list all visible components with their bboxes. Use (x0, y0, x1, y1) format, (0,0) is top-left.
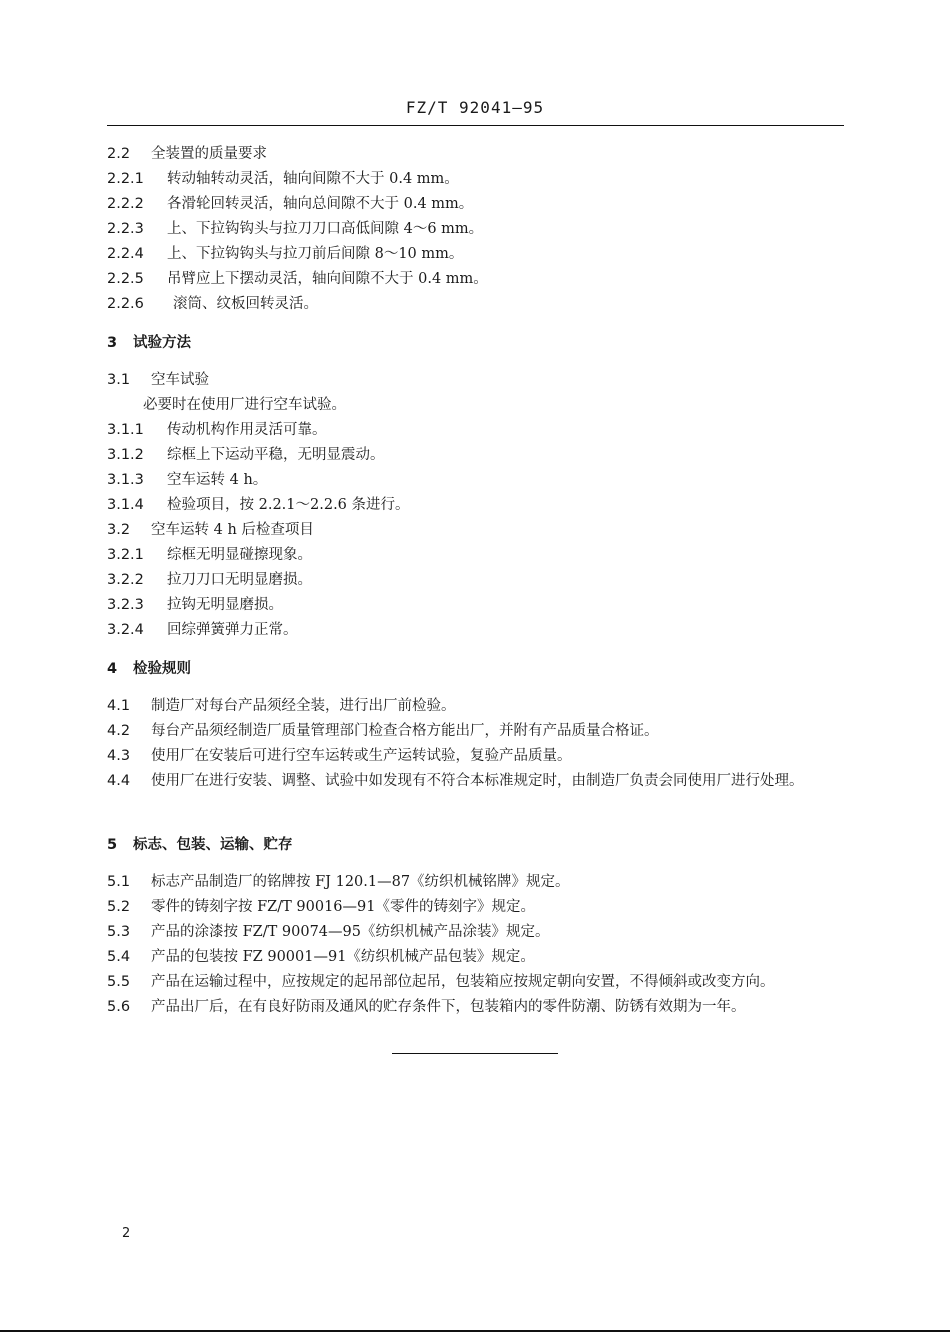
clause-text: 综框无明显碰擦现象。 (167, 547, 312, 563)
clause-number: 3.1 (107, 372, 131, 388)
clause-text: 空车试验 (151, 372, 209, 388)
clause-text: 上、下拉钩钩头与拉刀刀口高低间隙 4～6 mm。 (167, 221, 484, 237)
clause-2-2-3 (107, 217, 483, 242)
clause-text: 使用厂在进行安装、调整、试验中如发现有不符合本标准规定时，由制造厂负责会同使用厂进行处理。 (151, 773, 804, 789)
clause-number: 3.1.4 (107, 497, 144, 513)
clause-5-1 (107, 870, 570, 895)
clause-number: 2.2.2 (107, 196, 144, 212)
clause-number: 5.1 (107, 874, 131, 890)
clause-number: 3.1.3 (107, 472, 144, 488)
clause-4-2 (107, 719, 659, 744)
clause-3-2-1 (107, 543, 312, 568)
clause-text: 必要时在使用厂进行空车试验。 (143, 397, 346, 413)
clause-number: 4.2 (107, 723, 131, 739)
clause-5-2 (107, 895, 535, 920)
clause-text: 上、下拉钩钩头与拉刀前后间隙 8～10 mm。 (167, 246, 464, 262)
clause-number: 4.1 (107, 698, 131, 714)
standard-number-header: FZ/T 92041—95 (405, 98, 545, 117)
section-number: 3 (107, 335, 118, 351)
clause-2-2-4 (107, 242, 463, 267)
clause-text: 各滑轮回转灵活，轴向总间隙不大于 0.4 mm。 (167, 196, 474, 212)
clause-2-2-5 (107, 267, 488, 292)
section-number: 4 (107, 661, 118, 677)
clause-text: 产品的涂漆按 FZ/T 90074—95《纺织机械产品涂装》规定。 (151, 924, 550, 940)
section-title: 标志、包装、运输、贮存 (133, 836, 293, 853)
clause-text: 空车运转 4 h 后检查项目 (151, 522, 314, 538)
clause-number: 2.2.6 (107, 296, 144, 312)
clause-number: 5.3 (107, 924, 131, 940)
clause-4-3 (107, 744, 572, 769)
clause-5-3 (107, 920, 550, 945)
clause-2-2-6 (107, 292, 318, 317)
clause-number: 2.2 (107, 146, 131, 162)
section-title: 检验规则 (133, 660, 191, 677)
clause-2-2 (107, 142, 267, 167)
clause-number: 2.2.5 (107, 271, 144, 287)
clause-number: 5.6 (107, 999, 131, 1015)
clause-5-5 (107, 970, 775, 995)
clause-number: 4.3 (107, 748, 131, 764)
clause-3-1 (107, 368, 209, 393)
clause-text: 空车运转 4 h。 (167, 472, 268, 488)
page-bottom-rule (0, 1330, 950, 1332)
clause-3-1-3 (107, 468, 267, 493)
clause-3-2-4 (107, 618, 298, 643)
clause-text: 回综弹簧弹力正常。 (167, 622, 298, 638)
clause-3-2-3 (107, 593, 283, 618)
clause-4-1 (107, 694, 456, 719)
clause-text: 产品在运输过程中，应按规定的起吊部位起吊，包装箱应按规定朝向安置，不得倾斜或改变方向。 (151, 974, 775, 990)
clause-text: 转动轴转动灵活，轴向间隙不大于 0.4 mm。 (167, 171, 459, 187)
clause-number: 3.1.2 (107, 447, 144, 463)
section-5-heading (107, 832, 293, 857)
header-rule (107, 125, 844, 126)
clause-text: 产品出厂后，在有良好防雨及通风的贮存条件下，包装箱内的零件防潮、防锈有效期为一年。 (151, 999, 746, 1015)
clause-text: 综框上下运动平稳，无明显震动。 (167, 447, 385, 463)
clause-text: 检验项目，按 2.2.1～2.2.6 条进行。 (167, 497, 410, 513)
clause-3-2 (107, 518, 314, 543)
section-title: 试验方法 (133, 334, 191, 351)
clause-3-2-2 (107, 568, 312, 593)
clause-2-2-1 (107, 167, 459, 192)
clause-3-1-2 (107, 443, 385, 468)
clause-text: 吊臂应上下摆动灵活，轴向间隙不大于 0.4 mm。 (167, 271, 488, 287)
clause-number: 5.5 (107, 974, 131, 990)
clause-text: 传动机构作用灵活可靠。 (167, 422, 327, 438)
clause-number: 3.2.4 (107, 622, 144, 638)
clause-number: 3.2 (107, 522, 131, 538)
clause-number: 3.2.1 (107, 547, 144, 563)
clause-text: 产品的包装按 FZ 90001—91《纺织机械产品包装》规定。 (151, 949, 535, 965)
clause-4-4 (107, 769, 845, 794)
clause-3-1-1 (107, 418, 327, 443)
page-number: 2 (122, 1226, 131, 1241)
clause-3-1-4 (107, 493, 410, 518)
clause-3-1-note (143, 393, 346, 418)
clause-text: 拉刀刀口无明显磨损。 (167, 572, 312, 588)
clause-number: 4.4 (107, 773, 131, 789)
clause-5-6 (107, 995, 746, 1020)
clause-text: 每台产品须经制造厂质量管理部门检查合格方能出厂，并附有产品质量合格证。 (151, 723, 659, 739)
clause-number: 3.2.3 (107, 597, 144, 613)
clause-text: 滚筒、纹板回转灵活。 (173, 296, 318, 312)
section-number: 5 (107, 837, 118, 853)
section-3-heading (107, 330, 191, 355)
clause-number: 2.2.3 (107, 221, 144, 237)
clause-text: 制造厂对每台产品须经全装，进行出厂前检验。 (151, 698, 456, 714)
clause-text: 拉钩无明显磨损。 (167, 597, 283, 613)
clause-number: 5.2 (107, 899, 131, 915)
clause-number: 2.2.1 (107, 171, 144, 187)
clause-number: 3.1.1 (107, 422, 144, 438)
clause-2-2-2 (107, 192, 473, 217)
clause-text: 标志产品制造厂的铭牌按 FJ 120.1—87《纺织机械铭牌》规定。 (151, 874, 570, 890)
clause-5-4 (107, 945, 535, 970)
clause-text: 使用厂在安装后可进行空车运转或生产运转试验，复验产品质量。 (151, 748, 572, 764)
clause-text: 全装置的质量要求 (151, 146, 267, 162)
clause-text: 零件的铸刻字按 FZ/T 90016—91《零件的铸刻字》规定。 (151, 899, 535, 915)
clause-number: 2.2.4 (107, 246, 144, 262)
clause-number: 5.4 (107, 949, 131, 965)
section-4-heading (107, 656, 191, 681)
end-of-document-rule (392, 1053, 558, 1054)
clause-number: 3.2.2 (107, 572, 144, 588)
